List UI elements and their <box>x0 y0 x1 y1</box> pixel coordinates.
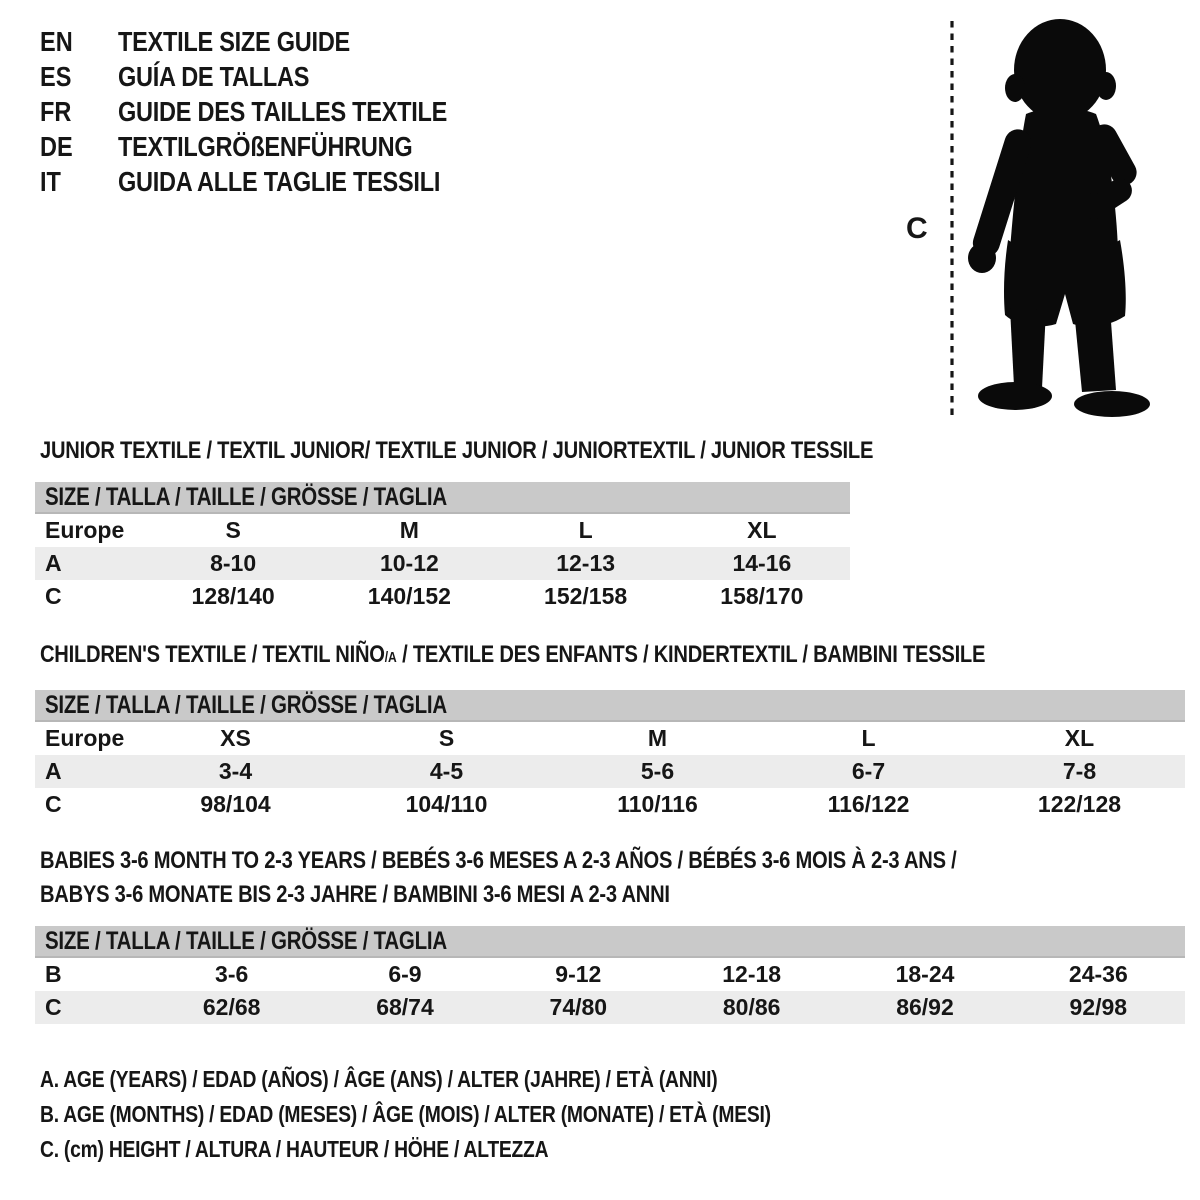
age-cell: 6-7 <box>851 758 886 784</box>
row-label: C <box>45 583 62 609</box>
lang-title: GUIDE DES TAILLES TEXTILE <box>118 96 448 127</box>
lang-title: TEXTILE SIZE GUIDE <box>118 26 350 57</box>
junior-section <box>35 436 874 609</box>
age-cell: 12-13 <box>556 550 616 576</box>
table-row-age <box>35 547 850 580</box>
toddler-figure <box>905 15 1155 425</box>
language-header <box>40 26 510 201</box>
row-label: A <box>45 550 62 576</box>
table-row-europe <box>35 514 850 547</box>
lang-code: ES <box>40 61 72 92</box>
height-cell: 98/104 <box>200 791 271 817</box>
babies-size-table <box>35 926 1185 1024</box>
month-cell: 6-9 <box>388 961 422 987</box>
age-cell: 14-16 <box>732 550 792 576</box>
age-cell: 8-10 <box>210 550 257 576</box>
height-cell: 92/98 <box>1069 994 1128 1020</box>
children-section-title: CHILDREN'S TEXTILE / TEXTIL NIÑO/A / TEXTILE DES ENFANTS / KINDERTEXTIL / BAMBINI TESSILE <box>40 641 986 668</box>
height-line-label: C <box>906 212 928 245</box>
height-cell: 158/170 <box>720 583 804 609</box>
lang-code: EN <box>40 26 73 57</box>
baby-silhouette-icon <box>905 15 1155 425</box>
lang-title: TEXTILGRÖßENFÜHRUNG <box>118 131 413 162</box>
size-cell: XL <box>747 517 777 543</box>
row-label: A <box>45 758 62 784</box>
row-label: Europe <box>45 517 125 543</box>
month-cell: 3-6 <box>215 961 249 987</box>
babies-section-title-line2: BABYS 3-6 MONATE BIS 2-3 JAHRE / BAMBINI 3-6 MESI A 2-3 ANNI <box>40 881 670 908</box>
legend <box>40 1062 910 1167</box>
babies-section <box>35 846 1185 1020</box>
children-size-table <box>35 690 1185 821</box>
lang-row-it <box>40 166 510 201</box>
lang-title: GUIDA ALLE TAGLIE TESSILI <box>118 166 441 197</box>
height-cell: 80/86 <box>722 994 781 1020</box>
height-cell: 104/110 <box>405 791 488 817</box>
table-row-age <box>35 755 1185 788</box>
row-label: C <box>45 791 62 817</box>
month-cell: 9-12 <box>555 961 602 987</box>
junior-size-table <box>35 482 850 613</box>
lang-code: DE <box>40 131 73 162</box>
size-cell: L <box>578 517 593 543</box>
month-cell: 24-36 <box>1068 961 1128 987</box>
month-cell: 18-24 <box>895 961 955 987</box>
height-cell: 152/158 <box>544 583 628 609</box>
nino-a-subscript: /A <box>384 650 397 666</box>
height-cell: 128/140 <box>191 583 275 609</box>
size-cell: L <box>861 725 876 751</box>
size-cell: S <box>438 725 455 751</box>
row-label: B <box>45 961 62 987</box>
legend-line-c: C. (cm) HEIGHT / ALTURA / HAUTEUR / HÖHE / ALTEZZA <box>40 1136 549 1162</box>
table-row-months <box>35 958 1185 991</box>
row-label: Europe <box>45 725 125 751</box>
size-cell: XS <box>220 725 251 751</box>
lang-row-en <box>40 26 510 61</box>
height-cell: 110/116 <box>617 791 698 817</box>
table-row-height <box>35 991 1185 1024</box>
size-cell: XL <box>1064 725 1095 751</box>
height-cell: 116/122 <box>827 791 910 817</box>
table-row-height <box>35 580 850 613</box>
size-header-band: SIZE / TALLA / TAILLE / GRÖSSE / TAGLIA <box>35 482 850 514</box>
lang-code: IT <box>40 166 61 197</box>
age-cell: 10-12 <box>379 550 439 576</box>
lang-code: FR <box>40 96 72 127</box>
legend-line-b: B. AGE (MONTHS) / EDAD (MESES) / ÂGE (MOIS) / ALTER (MONATE) / ETÀ (MESI) <box>40 1101 771 1127</box>
age-cell: 5-6 <box>640 758 675 784</box>
height-cell: 140/152 <box>367 583 451 609</box>
lang-row-de <box>40 131 510 166</box>
lang-title: GUÍA DE TALLAS <box>118 61 310 92</box>
size-header-band: SIZE / TALLA / TAILLE / GRÖSSE / TAGLIA <box>35 926 1185 958</box>
size-cell: M <box>647 725 668 751</box>
height-cell: 68/74 <box>376 994 434 1020</box>
age-cell: 7-8 <box>1062 758 1097 784</box>
lang-row-fr <box>40 96 510 131</box>
junior-section-title: JUNIOR TEXTILE / TEXTIL JUNIOR/ TEXTILE JUNIOR / JUNIORTEXTIL / JUNIOR TESSILE <box>40 437 874 464</box>
age-cell: 4-5 <box>429 758 464 784</box>
age-cell: 3-4 <box>218 758 253 784</box>
children-section <box>35 640 1185 817</box>
babies-section-title-line1: BABIES 3-6 MONTH TO 2-3 YEARS / BEBÉS 3-6 MESES A 2-3 AÑOS / BÉBÉS 3-6 MOIS À 2-3 ANS / <box>40 847 957 874</box>
row-label: C <box>45 994 62 1020</box>
table-row-europe <box>35 722 1185 755</box>
size-cell: M <box>399 517 419 543</box>
lang-row-es <box>40 61 510 96</box>
height-cell: 74/80 <box>549 994 608 1020</box>
legend-line-a: A. AGE (YEARS) / EDAD (AÑOS) / ÂGE (ANS) / ALTER (JAHRE) / ETÀ (ANNI) <box>40 1066 718 1092</box>
size-header-band: SIZE / TALLA / TAILLE / GRÖSSE / TAGLIA <box>35 690 1185 722</box>
height-cell: 122/128 <box>1037 791 1122 817</box>
baby-silhouette <box>968 19 1150 417</box>
month-cell: 12-18 <box>722 961 782 987</box>
height-cell: 86/92 <box>896 994 954 1020</box>
height-cell: 62/68 <box>202 994 261 1020</box>
size-cell: S <box>225 517 241 543</box>
table-row-height <box>35 788 1185 821</box>
